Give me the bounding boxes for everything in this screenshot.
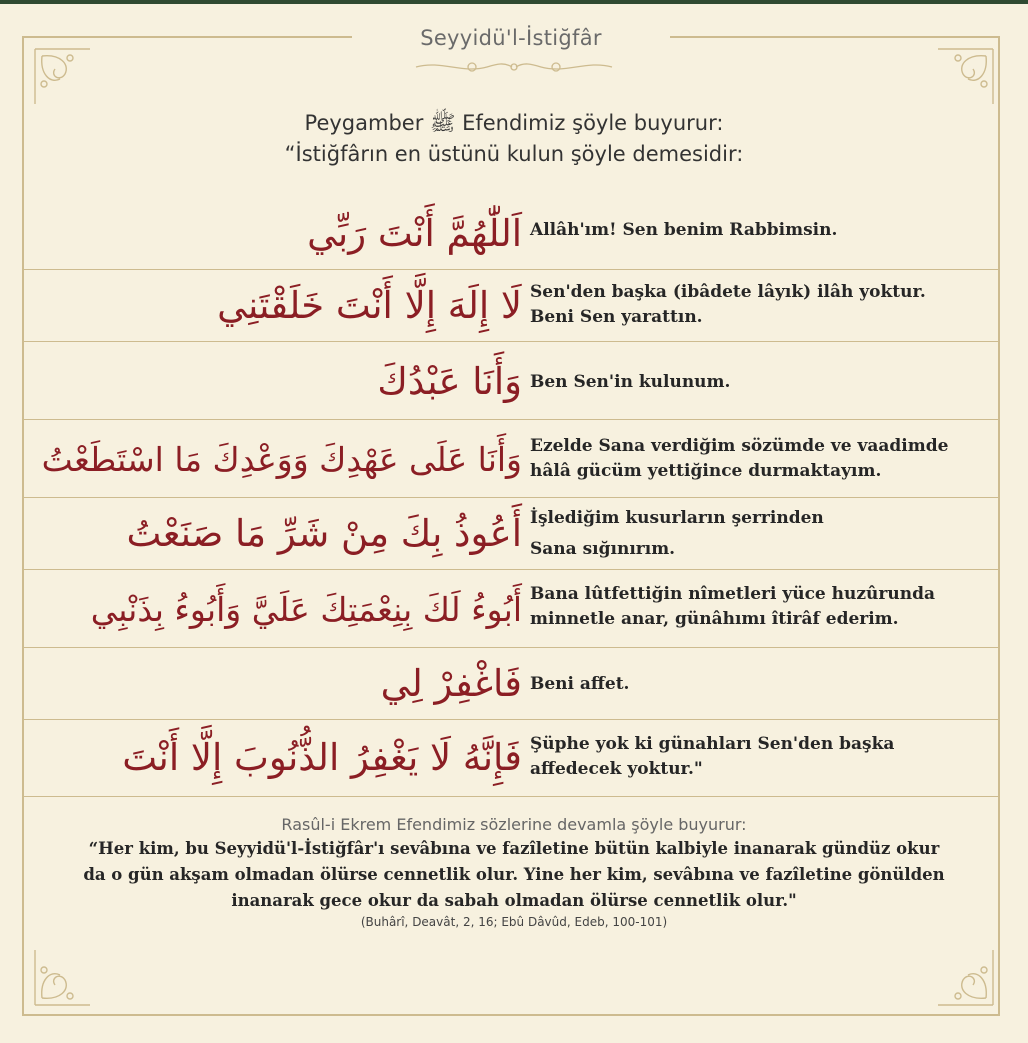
page-title: Seyyidü'l-İstiğfâr	[420, 26, 602, 50]
arabic-text: أَعُوذُ بِكَ مِنْ شَرِّ مَا صَنَعْتُ	[126, 512, 522, 555]
dua-row	[24, 498, 1000, 570]
turkish-translation: Beni affet.	[530, 674, 630, 694]
dua-row	[24, 720, 1000, 797]
intro-line-2: “İstiğfârın en üstünü kulun şöyle demesidir:	[284, 142, 744, 166]
dua-table	[24, 196, 1000, 797]
title-flourish-icon	[412, 58, 616, 76]
dua-row	[24, 648, 1000, 720]
corner-ornament-icon	[30, 44, 100, 114]
corner-ornament-icon	[928, 44, 998, 114]
dua-row	[24, 270, 1000, 342]
dua-row	[24, 420, 1000, 498]
turkish-translation: Ben Sen'in kulunum.	[530, 372, 731, 392]
arabic-text: اَللّٰهُمَّ أَنْتَ رَبِّي	[307, 212, 522, 255]
turkish-translation: Sen'den başka (ibâdete lâyık) ilâh yoktur. Beni Sen yarattın.	[530, 282, 926, 327]
arabic-text: فَاغْفِرْ لِي	[380, 662, 522, 705]
arabic-text: أَبُوءُ لَكَ بِنِعْمَتِكَ عَلَيَّ وَأَبُوءُ بِذَنْبِي	[90, 590, 522, 629]
top-bar	[0, 0, 1028, 4]
dua-row	[24, 342, 1000, 420]
footer-source: (Buhârî, Deavât, 2, 16; Ebû Dâvûd, Edeb, 100-101)	[360, 915, 668, 929]
arabic-text: فَإِنَّهُ لَا يَغْفِرُ الذُّنُوبَ إِلَّا أَنْتَ	[122, 736, 522, 779]
corner-ornament-icon	[30, 940, 100, 1010]
arabic-text: وَأَنَا عَلَى عَهْدِكَ وَوَعْدِكَ مَا اسْتَطَعْتُ	[41, 440, 522, 479]
turkish-translation: İşlediğim kusurların şerrinden Sana sığınırım.	[530, 508, 824, 559]
corner-ornament-icon	[928, 940, 998, 1010]
turkish-translation: Allâh'ım! Sen benim Rabbimsin.	[530, 220, 838, 240]
turkish-translation: Ezelde Sana verdiğim sözümde ve vaadimde hâlâ gücüm yettiğince durmaktayım.	[530, 436, 949, 481]
footer-quote: “Her kim, bu Seyyidü'l-İstiğfâr'ı sevâbına ve fazîletine bütün kalbiyle inanarak gündüz okur da o gün akşam olmadan ölürse cennetlik olur. Yine her kim, sevâbına ve fazîletine gönülden inanarak gece okur da sabah olmadan ölürse cennetlik olur."	[83, 839, 945, 910]
dua-row	[24, 570, 1000, 648]
intro-line-1: Peygamber ﷺ Efendimiz şöyle buyurur:	[304, 111, 724, 135]
footer-intro: Rasûl-i Ekrem Efendimiz sözlerine devamla şöyle buyurur:	[281, 815, 747, 834]
arabic-text: لَا إِلَهَ إِلَّا أَنْتَ خَلَقْتَنِي	[217, 284, 522, 327]
turkish-translation: Bana lûtfettiğin nîmetleri yüce huzûrunda minnetle anar, günâhımı îtirâf ederim.	[530, 584, 935, 629]
turkish-translation: Şüphe yok ki günahları Sen'den başka affedecek yoktur."	[530, 734, 895, 779]
dua-row	[24, 196, 1000, 270]
arabic-text: وَأَنَا عَبْدُكَ	[377, 360, 522, 403]
